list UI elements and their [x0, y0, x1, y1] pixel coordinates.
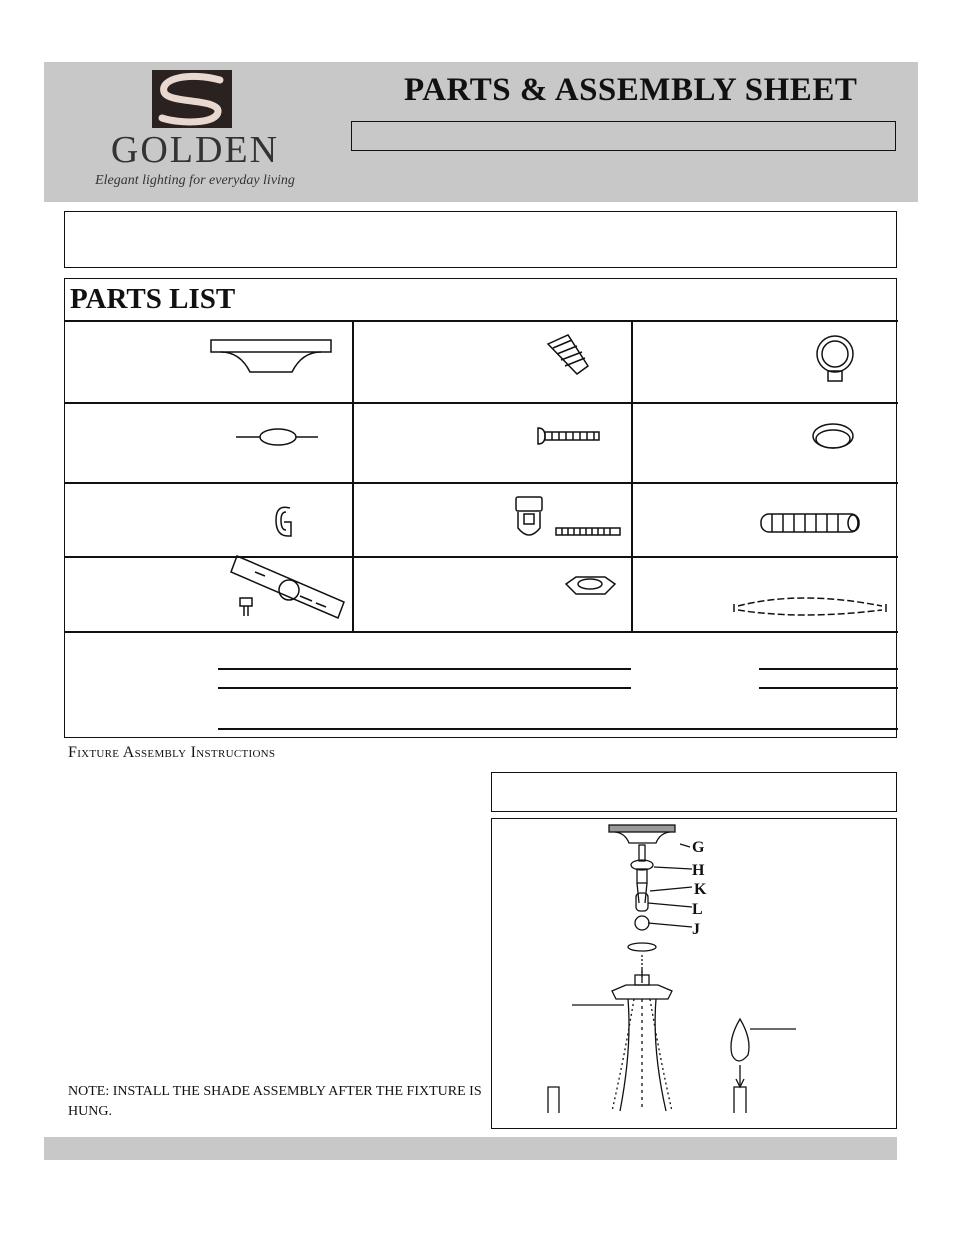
info-box	[64, 211, 897, 268]
assembly-diagram	[491, 818, 897, 1129]
diagram-canopy	[609, 825, 675, 843]
diagram-candle-bulb	[731, 1019, 796, 1087]
diagram-sockets	[548, 1087, 746, 1113]
diagram-fixture-body	[612, 969, 672, 1111]
golden-logo	[80, 66, 310, 196]
brand-tagline: Elegant lighting for everyday living	[95, 173, 295, 188]
page-title: PARTS & ASSEMBLY SHEET	[404, 72, 858, 108]
diagram-label-g: G	[692, 839, 705, 856]
assembly-instructions-heading: Fixture Assembly Instructions	[68, 744, 276, 761]
diagram-label-l: L	[692, 901, 703, 918]
diagram-hardware-stack	[628, 845, 656, 979]
model-number-box	[351, 121, 896, 151]
footer-band	[44, 1137, 897, 1160]
diagram-label-j: J	[692, 921, 700, 938]
brand-name: GOLDEN	[110, 129, 280, 171]
diagram-label-h: H	[692, 862, 705, 879]
diagram-header-box	[491, 772, 897, 812]
shade-note: NOTE: INSTALL THE SHADE ASSEMBLY AFTER THE FIXTURE IS HUNG.	[68, 1084, 482, 1119]
diagram-label-k: K	[694, 881, 707, 898]
parts-list-title: PARTS LIST	[70, 283, 236, 315]
parts-list-table	[64, 278, 897, 738]
